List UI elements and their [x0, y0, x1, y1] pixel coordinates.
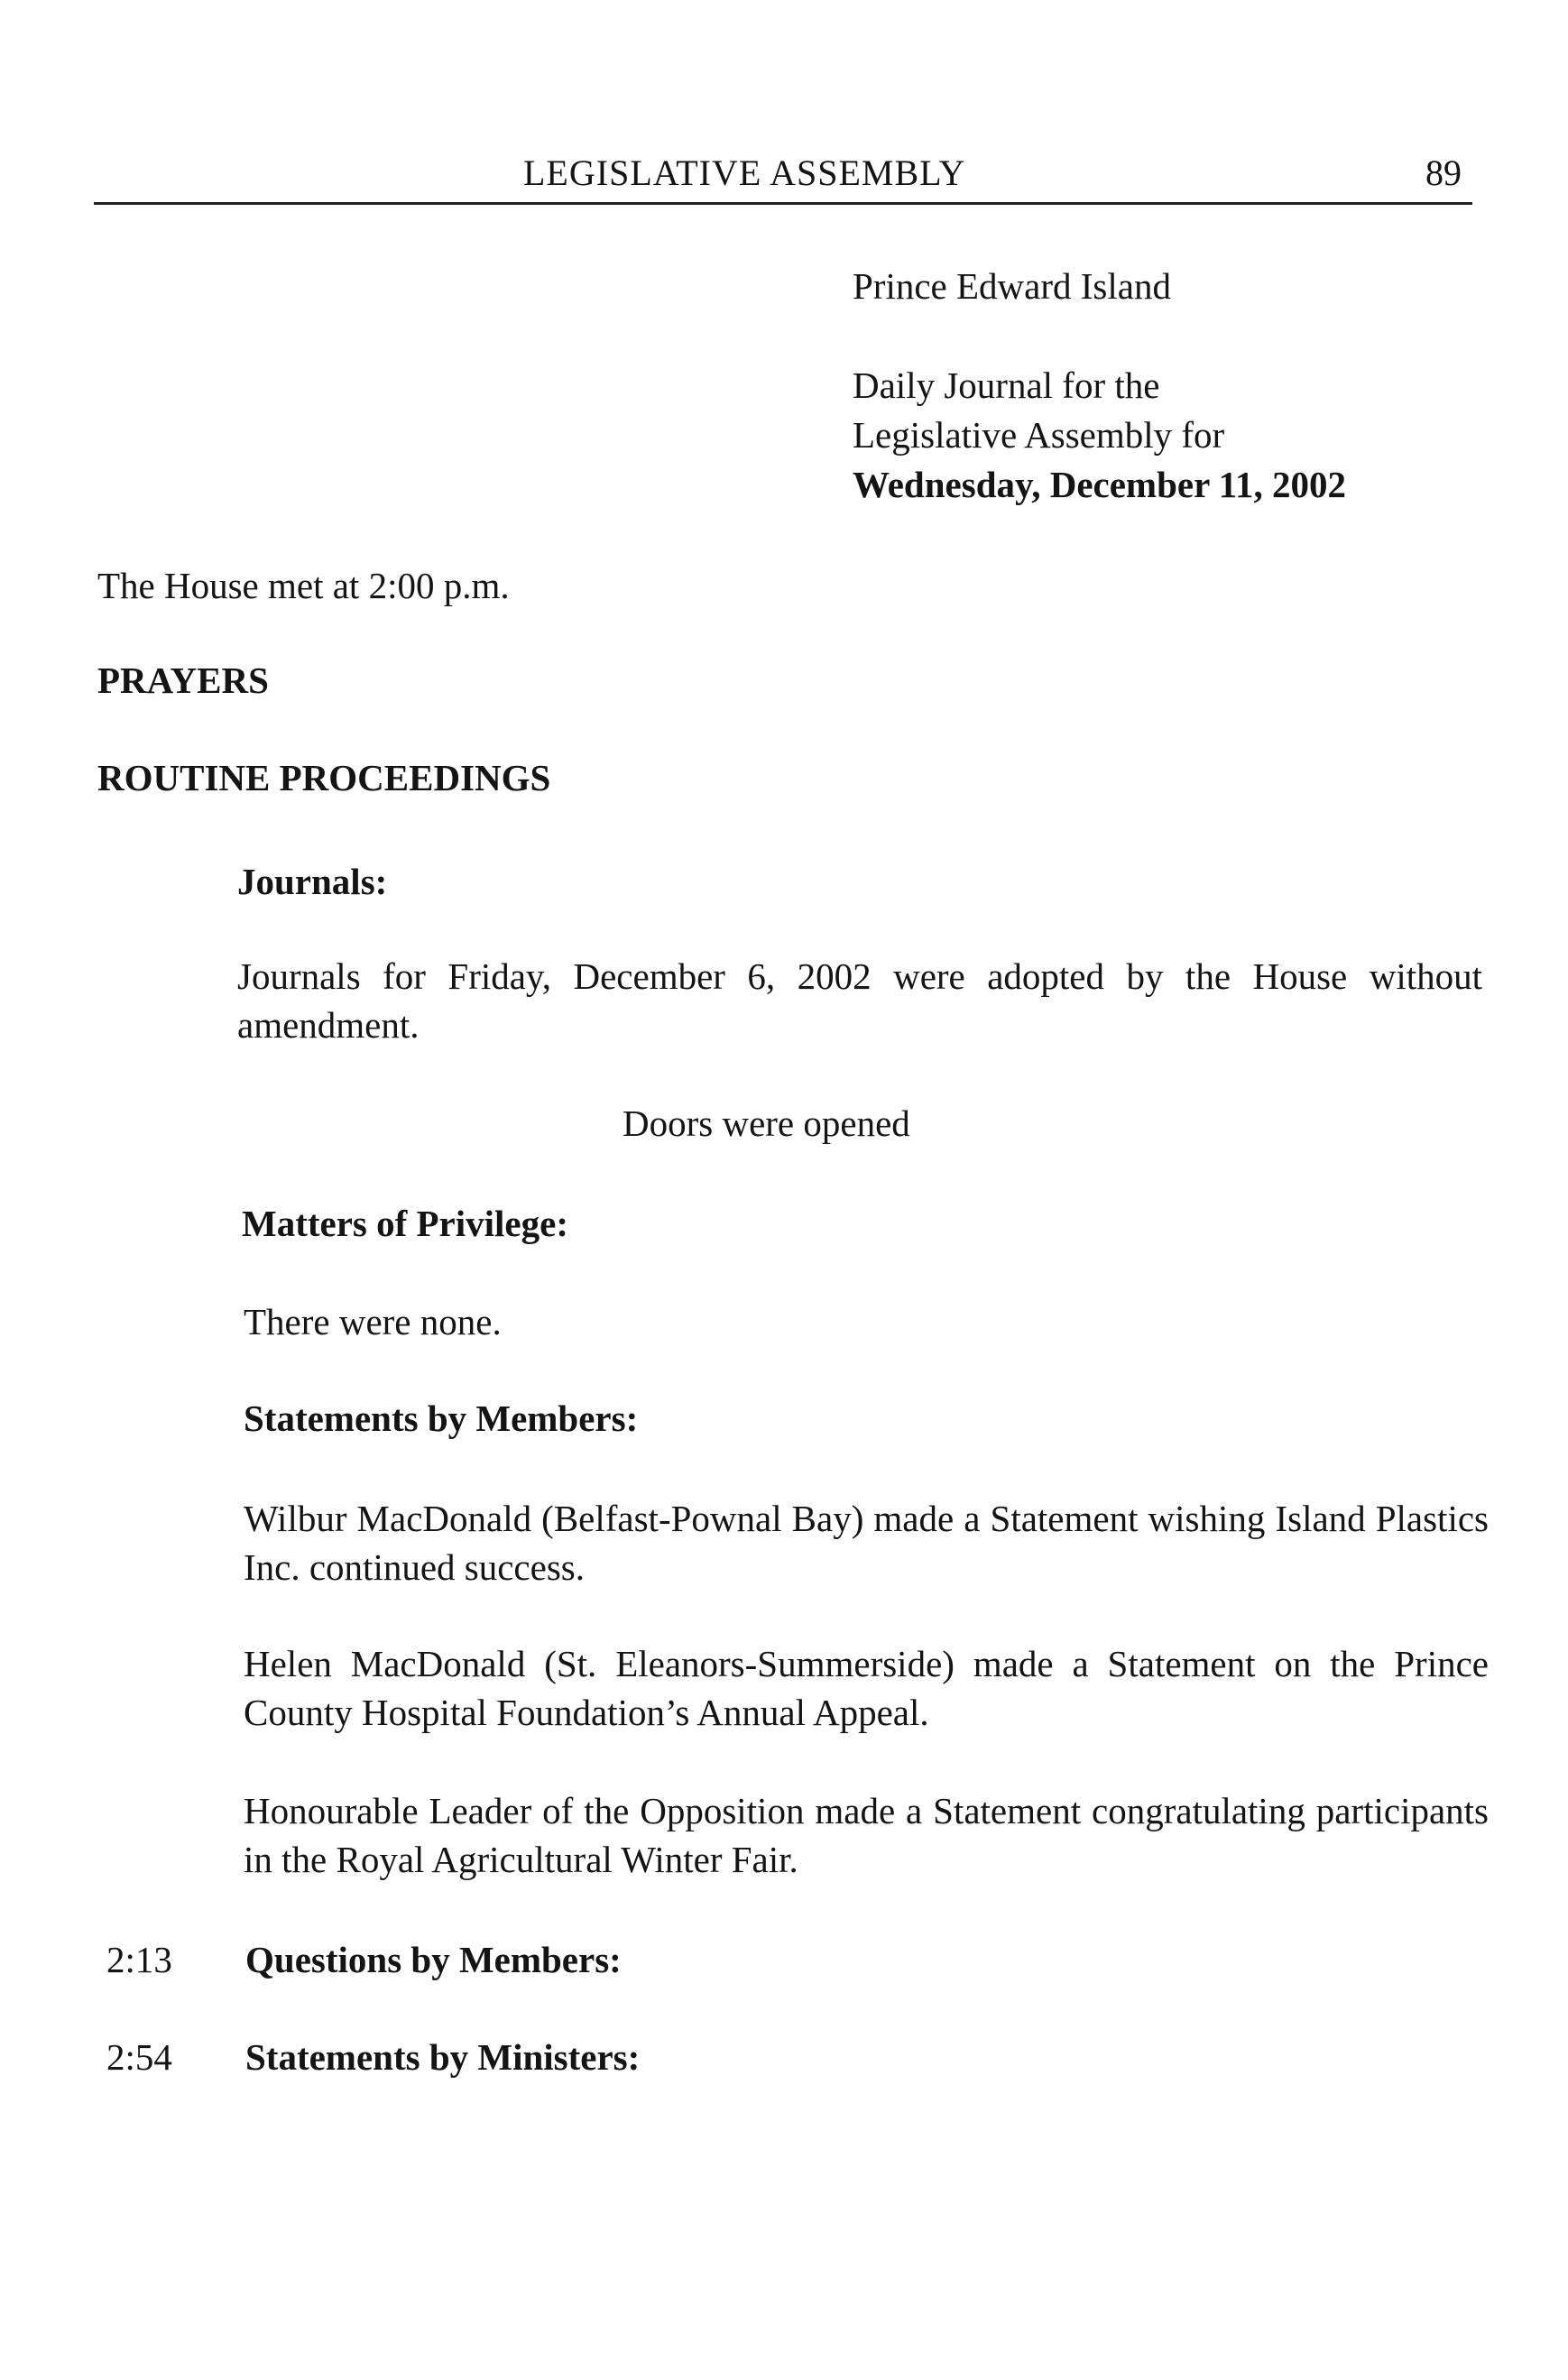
ministers-heading: Statements by Ministers: [245, 2036, 641, 2078]
member-statement-2: Helen MacDonald (St. Eleanors-Summerside) made a Statement on the Prince County Hospital Foundation’s Annual Appeal. [244, 1643, 1489, 1733]
doors-note: Doors were opened [623, 1102, 910, 1144]
journal-date: Wednesday, December 11, 2002 [853, 464, 1347, 505]
page-number: 89 [1425, 152, 1462, 193]
routine-proceedings-heading: ROUTINE PROCEEDINGS [97, 757, 551, 798]
header-rule [94, 202, 1472, 205]
journal-line-2: Legislative Assembly for [853, 414, 1225, 456]
member-statement-3: Honourable Leader of the Opposition made a Statement congratulating participants in the Royal Agricultural Winter Fair. [244, 1790, 1489, 1880]
running-header-title: LEGISLATIVE ASSEMBLY [523, 152, 966, 193]
journals-heading: Journals: [237, 861, 388, 902]
journal-line-1: Daily Journal for the [853, 364, 1160, 406]
ministers-time: 2:54 [106, 2036, 172, 2078]
statements-members-heading: Statements by Members: [244, 1398, 639, 1439]
member-statement-1: Wilbur MacDonald (Belfast-Pownal Bay) made a Statement wishing Island Plastics Inc. continued success. [244, 1498, 1489, 1588]
opening-line: The House met at 2:00 p.m. [97, 565, 510, 606]
privilege-text: There were none. [244, 1301, 502, 1342]
questions-heading: Questions by Members: [245, 1939, 622, 1980]
privilege-heading: Matters of Privilege: [242, 1203, 568, 1244]
province-name: Prince Edward Island [853, 265, 1171, 307]
prayers-heading: PRAYERS [97, 660, 269, 701]
questions-time: 2:13 [106, 1939, 172, 1980]
journals-text: Journals for Friday, December 6, 2002 were adopted by the House without amendment. [237, 955, 1482, 1046]
